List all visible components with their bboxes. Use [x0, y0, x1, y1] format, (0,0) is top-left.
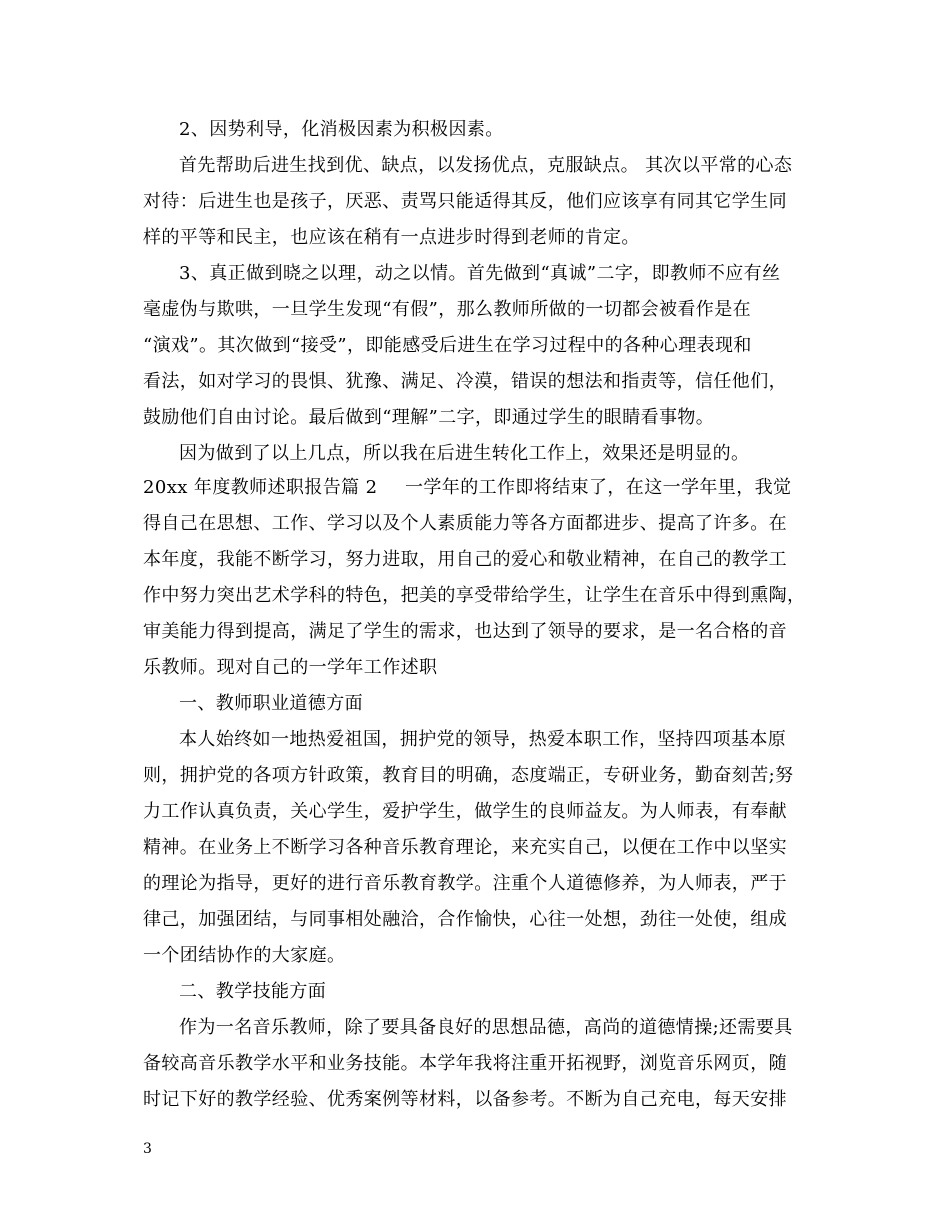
- paragraph-line: 因为做到了以上几点，所以我在后进生转化工作上，效果还是明显的。: [179, 443, 750, 464]
- paragraph-line: 的理论为指导，更好的进行音乐教育教学。注重个人道德修养，为人师表，严于: [143, 873, 787, 894]
- paragraph-line: 时记下好的教学经验、优秀案例等材料，以备参考。不断为自己充电，每天安排: [143, 1089, 787, 1110]
- paragraph-line: 看法，如对学习的畏惧、犹豫、满足、冷漠，错误的想法和指责等，信任他们，: [143, 371, 787, 392]
- paragraph-line: 鼓励他们自由讨论。最后做到“理解”二字，即通过学生的眼睛看事物。: [143, 407, 715, 428]
- paragraph-line: 得自己在思想、工作、学习以及个人素质能力等各方面都进步、提高了许多。在: [143, 513, 787, 534]
- paragraph-line: 律己，加强团结，与同事相处融洽，合作愉快，心往一处想，劲往一处使，组成: [143, 909, 787, 930]
- section-heading: 二、教学技能方面: [179, 981, 327, 1002]
- paragraph-line: 作为一名音乐教师，除了要具备良好的思想品德，高尚的道德情操;还需要具: [179, 1017, 793, 1038]
- paragraph-line: 毫虚伪与欺哄，一旦学生发现“有假”，那么教师所做的一切都会被看作是在: [143, 299, 752, 320]
- section-heading: 一、教师职业道德方面: [179, 693, 363, 714]
- paragraph-line: 作中努力突出艺术学科的特色，把美的享受带给学生，让学生在音乐中得到熏陶，: [143, 585, 806, 606]
- report-title-line: [143, 476, 823, 500]
- paragraph-line: 乐教师。现对自己的一学年工作述职: [143, 657, 438, 678]
- paragraph-line: 3、真正做到晓之以理，动之以情。首先做到“真诚”二字，即教师不应有丝: [179, 263, 781, 284]
- paragraph-line-text: 一学年的工作即将结束了，在这一学年里，我觉: [405, 477, 792, 498]
- paragraph-line: “演戏”。其次做到“接受”，即能感受后进生在学习过程中的各种心理表现和: [143, 335, 752, 356]
- paragraph-line: 一个团结协作的大家庭。: [143, 945, 346, 966]
- paragraph-line: 本人始终如一地热爱祖国，拥护党的领导，热爱本职工作，坚持四项基本原: [179, 729, 787, 750]
- paragraph-line: 首先帮助后进生找到优、缺点，以发扬优点，克服缺点。 其次以平常的心态: [179, 155, 793, 176]
- paragraph-line: 对待：后进生也是孩子，厌恶、责骂只能适得其反，他们应该享有同其它学生同: [143, 191, 787, 212]
- report-title: 20xx 年度教师述职报告篇 2: [143, 477, 378, 498]
- paragraph-line: 本年度，我能不断学习，努力进取，用自己的爱心和敬业精神，在自己的教学工: [143, 549, 787, 570]
- paragraph-line: 力工作认真负责，关心学生，爱护学生，做学生的良师益友。为人师表，有奉献: [143, 801, 787, 822]
- paragraph-line: 样的平等和民主，也应该在稍有一点进步时得到老师的肯定。: [143, 227, 640, 248]
- page-number: 3: [143, 1141, 152, 1157]
- paragraph-line: 则，拥护党的各项方针政策，教育目的明确，态度端正，专研业务，勤奋刻苦;努: [143, 765, 794, 786]
- paragraph-line: 审美能力得到提高，满足了学生的需求，也达到了领导的要求，是一名合格的音: [143, 621, 787, 642]
- paragraph-line: 备较高音乐教学水平和业务技能。本学年我将注重开拓视野，浏览音乐网页，随: [143, 1053, 787, 1074]
- paragraph-line: 2、因势利导，化消极因素为积极因素。: [179, 119, 504, 140]
- paragraph-line: 精神。在业务上不断学习各种音乐教育理论，来充实自己，以便在工作中以坚实: [143, 837, 787, 858]
